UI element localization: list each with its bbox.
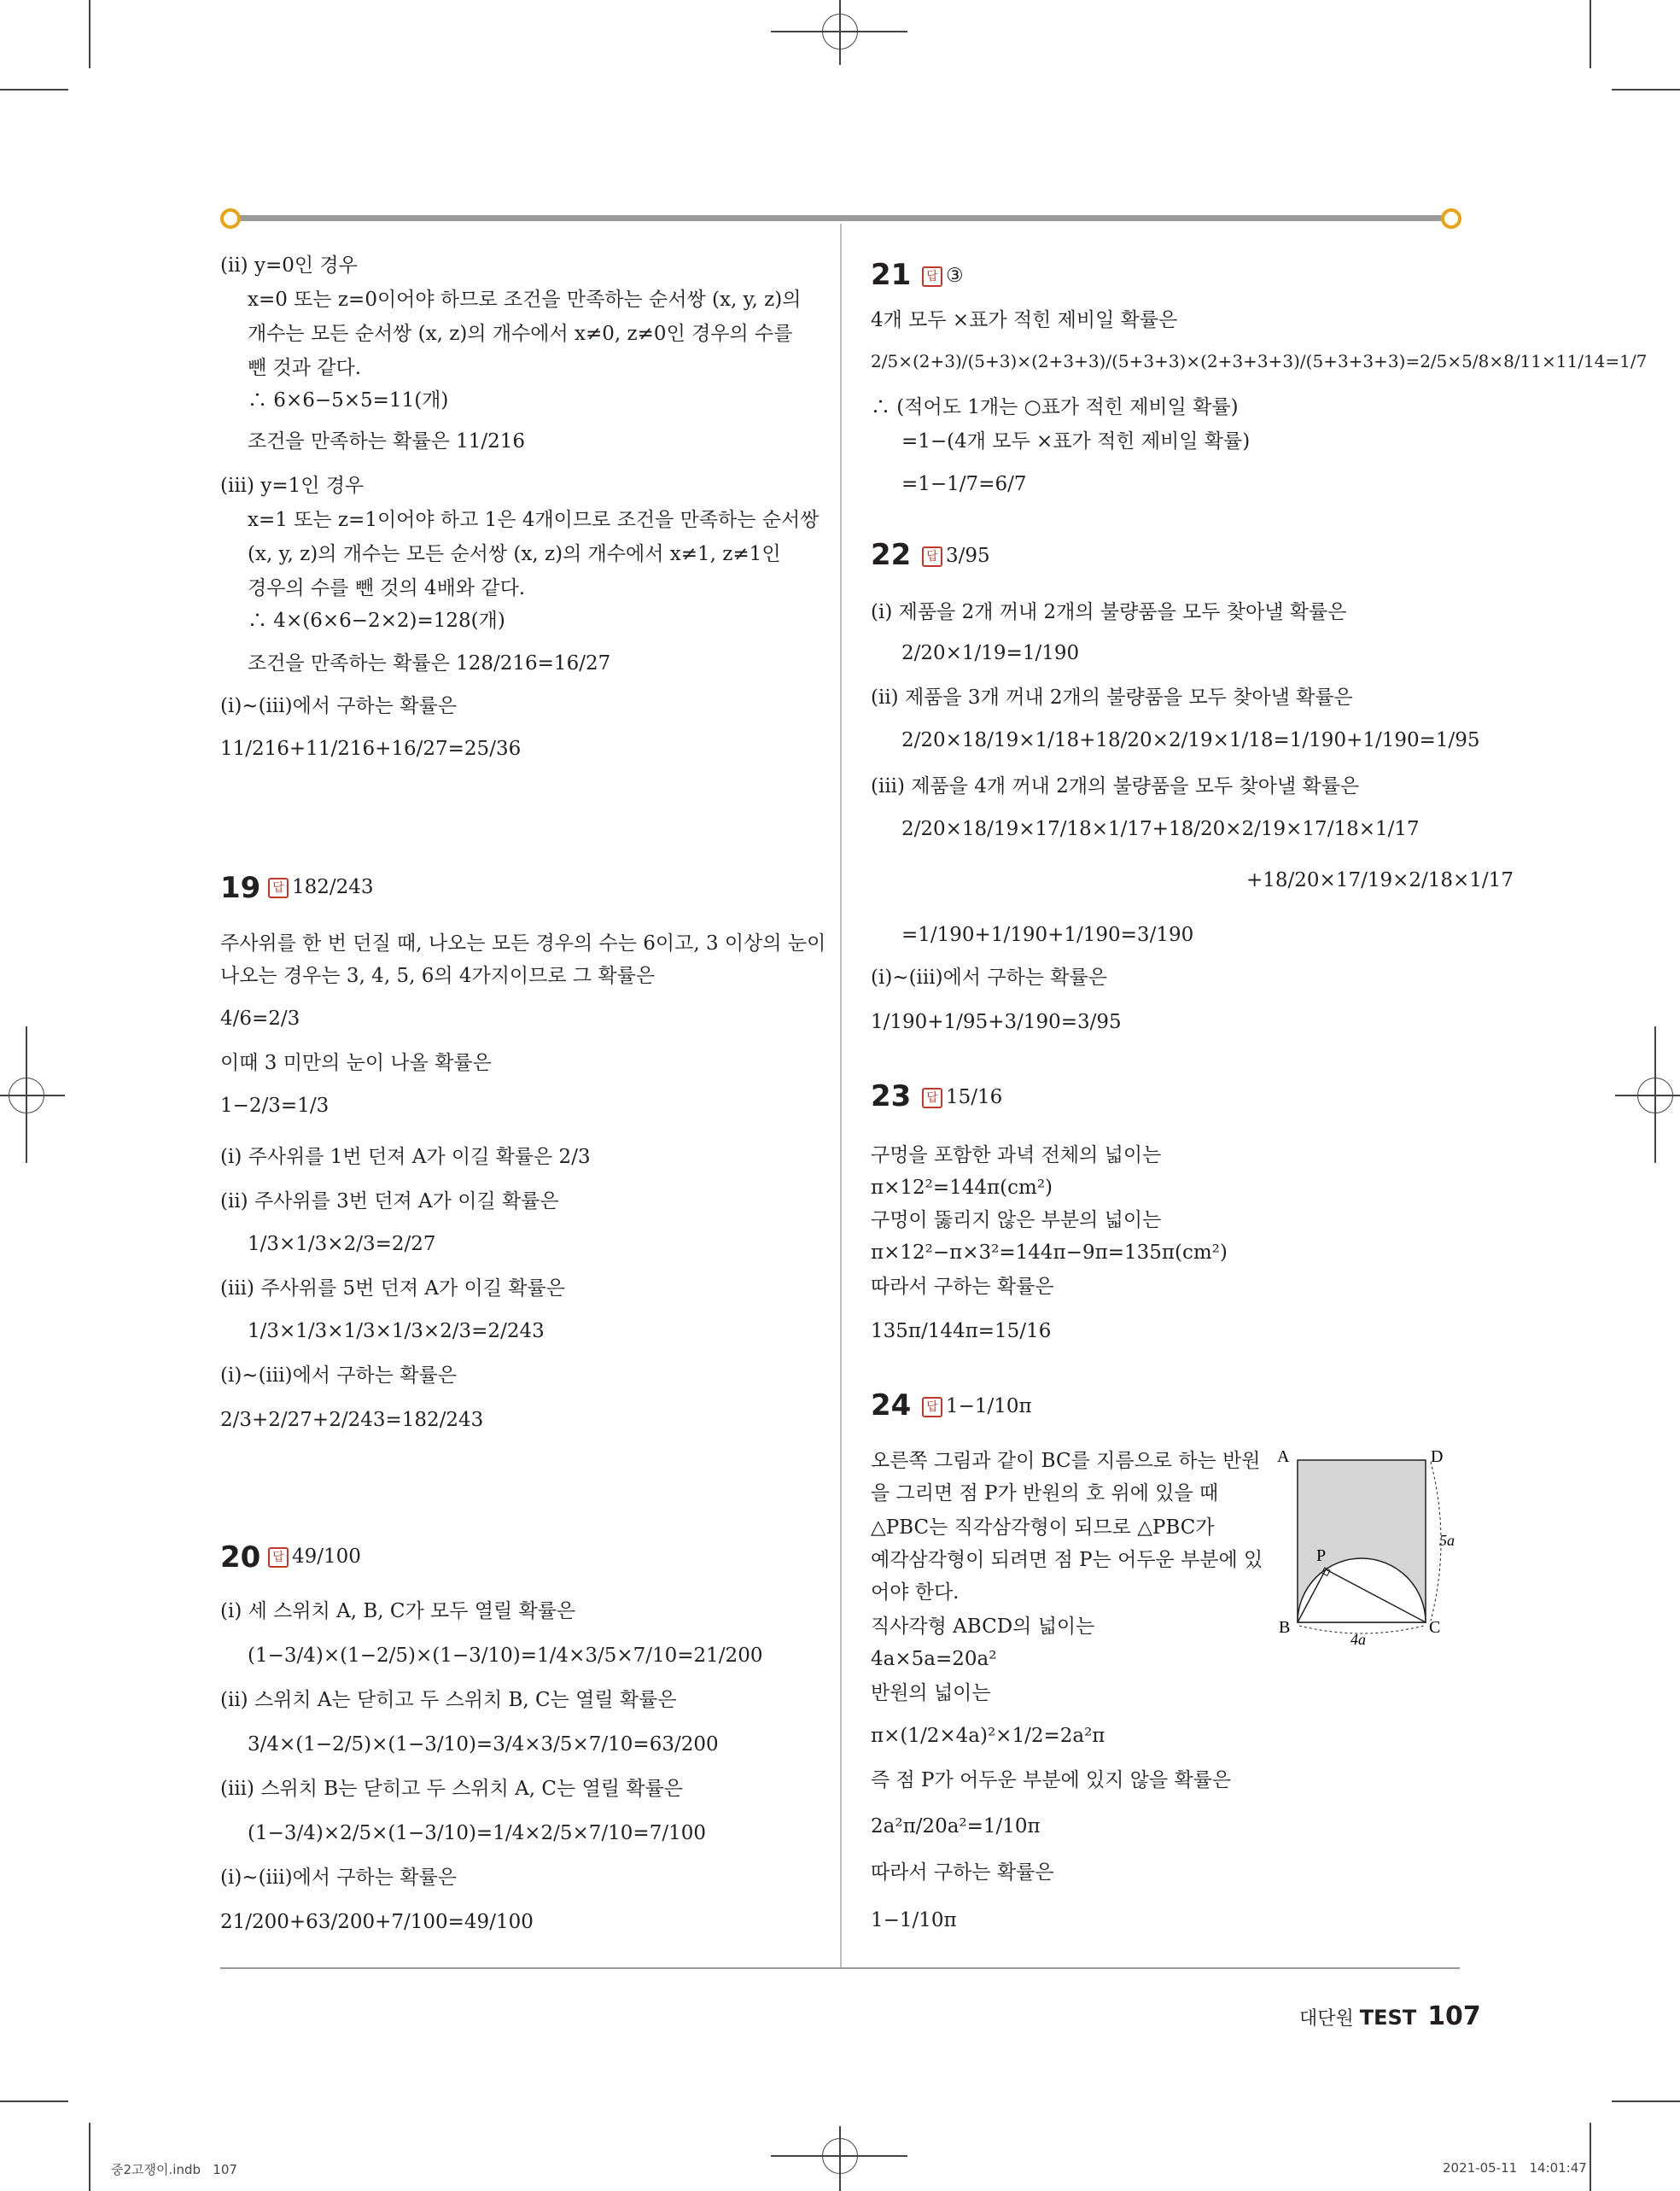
rectangle-semicircle-figure: [1272, 1443, 1460, 1648]
text-line: 반원의 넓이는: [871, 1682, 991, 1704]
text-line: 2/20×18/19×17/18×1/17+18/20×2/19×17/18×1/17: [901, 818, 1420, 840]
text-line: (i)~(iii)에서 구하는 확률은: [871, 967, 1107, 989]
answer: [922, 541, 990, 570]
column-divider: [840, 224, 842, 1967]
answer-value: 3/95: [946, 545, 990, 567]
text-line: (ii) 스위치 A는 닫히고 두 스위치 B, C는 열릴 확률은: [220, 1689, 677, 1711]
answer: [268, 873, 374, 902]
text-line: 1/190+1/95+3/190=3/95: [871, 1011, 1122, 1033]
text-line: =1−1/7=6/7: [901, 473, 1027, 495]
label-b: B: [1279, 1618, 1291, 1637]
text-line: (i) 제품을 2개 꺼내 2개의 불량품을 모두 찾아낼 확률은: [871, 601, 1347, 623]
text-line: 경우의 수를 뺀 것의 4배와 같다.: [248, 577, 526, 599]
text-line: 즉 점 P가 어두운 부분에 있지 않을 확률은: [871, 1769, 1232, 1791]
text-line: 135π/144π=15/16: [871, 1320, 1052, 1342]
registration-mark-top: [771, 31, 907, 32]
label-d: D: [1431, 1447, 1444, 1466]
answer-mark-icon: 답: [922, 1088, 942, 1108]
text-line: 1/3×1/3×2/3=2/27: [248, 1233, 436, 1255]
answer-value: 182/243: [292, 876, 374, 898]
answer-value: 49/100: [292, 1545, 361, 1568]
text-line: (x, y, z)의 개수는 모든 순서쌍 (x, z)의 개수에서 x≠1, z≠1인: [248, 543, 781, 565]
text-line: 예각삼각형이 되려면 점 P는 어두운 부분에 있: [871, 1549, 1263, 1571]
crop-mark: [89, 2123, 90, 2191]
text-line: (i)~(iii)에서 구하는 확률은: [220, 1364, 457, 1387]
question-number: 24: [871, 1388, 912, 1423]
page-footer: [1299, 2001, 1481, 2035]
answer-value: 15/16: [946, 1086, 1003, 1108]
text-line: x=1 또는 z=1이어야 하고 1은 4개이므로 조건을 만족하는 순서쌍: [248, 509, 820, 531]
text-line: 주사위를 한 번 던질 때, 나오는 모든 경우의 수는 6이고, 3 이상의 눈이: [220, 932, 826, 955]
text-line: 오른쪽 그림과 같이 BC를 지름으로 하는 반원: [871, 1450, 1261, 1472]
answer: [268, 1542, 361, 1571]
registration-mark-top: [839, 0, 841, 65]
print-timestamp: 2021-05-11 14:01:47: [1443, 2160, 1587, 2176]
text-line: π×12²=144π(cm²): [871, 1177, 1053, 1199]
text-line: 1−2/3=1/3: [220, 1095, 330, 1117]
label-p: P: [1316, 1546, 1327, 1565]
question-number: 19: [220, 871, 261, 905]
answer-mark-icon: 답: [268, 1547, 289, 1568]
question-number: 21: [871, 258, 912, 292]
crop-mark: [0, 89, 68, 91]
text-line: 4개 모두 ×표가 적힌 제비일 확률은: [871, 309, 1178, 331]
text-line: (i) 주사위를 1번 던져 A가 이길 확률은 2/3: [220, 1146, 591, 1168]
file-info: 중2고쟁이.indb 107: [111, 2162, 237, 2177]
text-line: 4a×5a=20a²: [871, 1648, 997, 1670]
text-line: 따라서 구하는 확률은: [871, 1861, 1054, 1884]
text-line: 1/3×1/3×1/3×1/3×2/3=2/243: [248, 1320, 545, 1342]
label-a: A: [1277, 1447, 1290, 1466]
text-line: ∴ (적어도 1개는 ○표가 적힌 제비일 확률): [871, 396, 1239, 418]
text-line: (ii) 제품을 3개 꺼내 2개의 불량품을 모두 찾아낼 확률은: [871, 687, 1353, 709]
text-line: ∴ 6×6−5×5=11(개): [248, 389, 449, 412]
registration-mark-right: [1615, 1095, 1680, 1096]
text-line: 11/216+11/216+16/27=25/36: [220, 738, 522, 760]
text-line: (iii) 제품을 4개 꺼내 2개의 불량품을 모두 찾아낼 확률은: [871, 775, 1360, 798]
text-line: 2/20×1/19=1/190: [901, 642, 1080, 664]
answer-value: ③: [946, 265, 964, 287]
text-line: (1−3/4)×2/5×(1−3/10)=1/4×2/5×7/10=7/100: [248, 1822, 706, 1844]
answer: [922, 261, 964, 290]
text-line: 3/4×(1−2/5)×(1−3/10)=3/4×3/5×7/10=63/200: [248, 1733, 719, 1756]
rule-end-dot-left: [220, 208, 241, 229]
text-line: 어야 한다.: [871, 1581, 960, 1604]
text-line: ∴ 4×(6×6−2×2)=128(개): [248, 610, 505, 632]
bottom-rule: [220, 1967, 1460, 1969]
text-line: (i)~(iii)에서 구하는 확률은: [220, 1867, 457, 1889]
registration-mark-bottom: [771, 2155, 907, 2157]
registration-mark-bottom: [839, 2126, 841, 2191]
text-line: (iii) 주사위를 5번 던져 A가 이길 확률은: [220, 1277, 565, 1300]
answer: [922, 1392, 1032, 1421]
text-line: (iii) y=1인 경우: [220, 475, 365, 497]
text-line: 직사각형 ABCD의 넓이는: [871, 1615, 1095, 1638]
question-number: 22: [871, 538, 912, 572]
top-rule: [229, 215, 1451, 221]
rule-end-dot-right: [1441, 208, 1461, 229]
text-line: 21/200+63/200+7/100=49/100: [220, 1911, 534, 1933]
text-line: 4/6=2/3: [220, 1008, 300, 1030]
text-line: (i) 세 스위치 A, B, C가 모두 열릴 확률은: [220, 1600, 576, 1622]
text-line: 구멍이 뚫리지 않은 부분의 넓이는: [871, 1209, 1162, 1231]
section-label: 대단원: [1299, 2008, 1354, 2030]
label-4a: 4a: [1350, 1631, 1366, 1648]
answer-value: 1−1/10π: [946, 1395, 1032, 1417]
crop-mark: [0, 2100, 68, 2102]
text-line: 조건을 만족하는 확률은 11/216: [248, 430, 526, 453]
registration-mark-left: [0, 1095, 65, 1096]
answer-mark-icon: 답: [922, 266, 942, 287]
text-line: 개수는 모든 순서쌍 (x, z)의 개수에서 x≠0, z≠0인 경우의 수를: [248, 323, 793, 345]
test-label: TEST: [1359, 2006, 1417, 2030]
text-line: 따라서 구하는 확률은: [871, 1276, 1054, 1298]
text-line: 2/5×(2+3)/(5+3)×(2+3+3)/(5+3+3)×(2+3+3+3)/(5+3+3+3)=2/5×5/8×8/11×11/14=1/7: [871, 351, 1648, 371]
crop-mark: [1590, 0, 1591, 68]
answer: [922, 1083, 1002, 1112]
label-c: C: [1429, 1618, 1441, 1637]
text-line: 나오는 경우는 3, 4, 5, 6의 4가지이므로 그 확률은: [220, 965, 656, 987]
crop-mark: [89, 0, 90, 68]
text-line: 뺀 것과 같다.: [248, 357, 362, 379]
text-line: 2/20×18/19×1/18+18/20×2/19×1/18=1/190+1/190=1/95: [901, 729, 1480, 751]
registration-mark-right: [1654, 1026, 1656, 1163]
text-line: (ii) 주사위를 3번 던져 A가 이길 확률은: [220, 1190, 559, 1212]
text-line: 조건을 만족하는 확률은 128/216=16/27: [248, 652, 611, 675]
crop-mark: [1612, 2100, 1680, 2102]
question-number: 23: [871, 1079, 912, 1113]
text-line: 1−1/10π: [871, 1909, 957, 1931]
text-line: +18/20×17/19×2/18×1/17: [1246, 869, 1514, 891]
text-line: 을 그리면 점 P가 반원의 호 위에 있을 때: [871, 1482, 1219, 1504]
crop-mark: [1612, 89, 1680, 91]
text-line: π×(1/2×4a)²×1/2=2a²π: [871, 1725, 1105, 1747]
question-number: 20: [220, 1540, 261, 1575]
text-line: (iii) 스위치 B는 닫히고 두 스위치 A, C는 열릴 확률은: [220, 1778, 683, 1800]
answer-mark-icon: 답: [268, 878, 289, 898]
registration-mark-left: [26, 1026, 27, 1163]
text-line: (ii) y=0인 경우: [220, 254, 358, 277]
text-line: =1/190+1/190+1/190=3/190: [901, 924, 1194, 946]
text-line: =1−(4개 모두 ×표가 적힌 제비일 확률): [901, 430, 1251, 453]
answer-mark-icon: 답: [922, 1397, 942, 1417]
text-line: 2a²π/20a²=1/10π: [871, 1815, 1041, 1838]
text-line: x=0 또는 z=0이어야 하므로 조건을 만족하는 순서쌍 (x, y, z)의: [248, 289, 802, 311]
text-line: △PBC는 직각삼각형이 되므로 △PBC가: [871, 1516, 1215, 1539]
text-line: 구멍을 포함한 과녁 전체의 넓이는: [871, 1144, 1162, 1166]
crop-mark: [1590, 2123, 1591, 2191]
answer-mark-icon: 답: [922, 546, 942, 567]
page-number: 107: [1427, 2001, 1481, 2031]
text-line: (i)~(iii)에서 구하는 확률은: [220, 695, 457, 717]
text-line: π×12²−π×3²=144π−9π=135π(cm²): [871, 1242, 1228, 1264]
text-line: (1−3/4)×(1−2/5)×(1−3/10)=1/4×3/5×7/10=21/200: [248, 1645, 763, 1667]
text-line: 이때 3 미만의 눈이 나올 확률은: [220, 1052, 492, 1074]
label-5a: 5a: [1439, 1532, 1455, 1549]
text-line: 2/3+2/27+2/243=182/243: [220, 1409, 484, 1431]
